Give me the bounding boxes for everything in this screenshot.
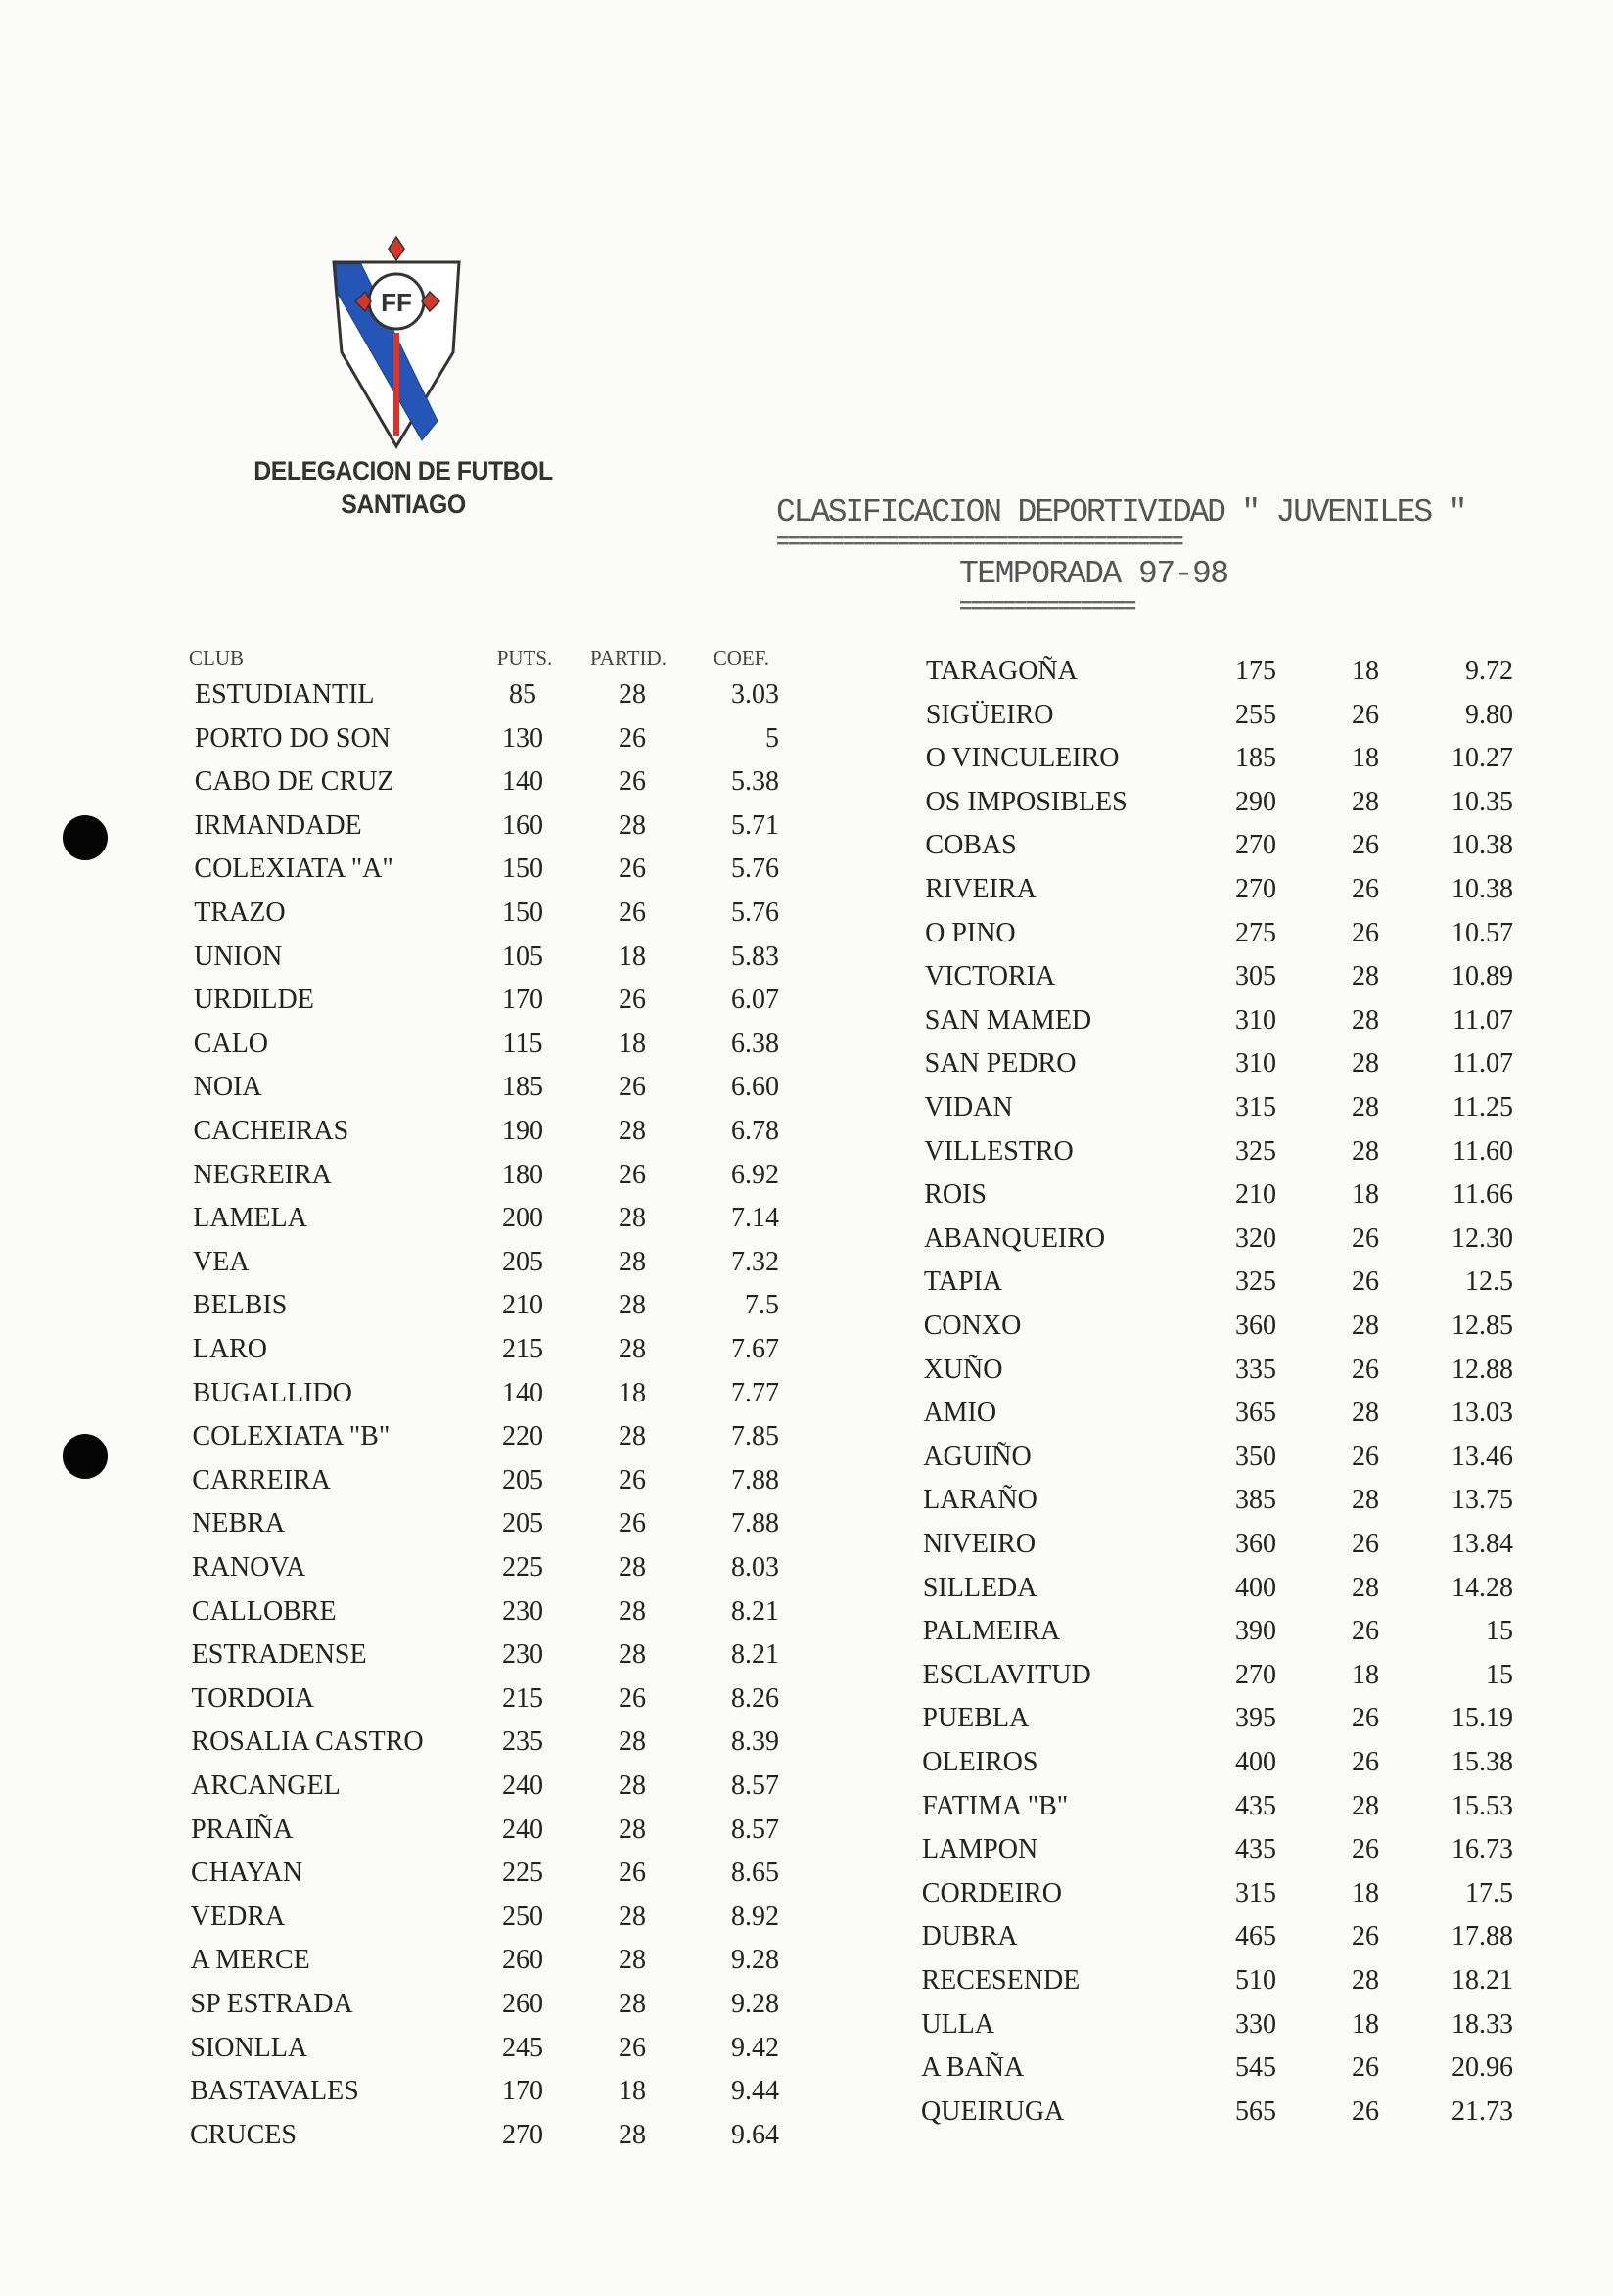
coefficient: 11.25 (1452, 1092, 1513, 1123)
club-name: BUGALLIDO (192, 1377, 352, 1408)
coefficient: 7.32 (731, 1246, 779, 1277)
coefficient: 13.84 (1452, 1529, 1513, 1559)
club-name: CACHEIRAS (193, 1116, 349, 1146)
coefficient: 7.88 (731, 1508, 779, 1539)
points: 230 (502, 1639, 543, 1671)
matches-played: 26 (1352, 1616, 1379, 1647)
points: 350 (1235, 1441, 1276, 1472)
club-name: CHAYAN (190, 1858, 303, 1889)
points: 255 (1235, 699, 1276, 730)
matches-played: 18 (1352, 1877, 1379, 1908)
matches-played: 26 (1352, 1529, 1379, 1559)
club-name: A BAÑA (921, 2052, 1025, 2084)
points: 395 (1235, 1703, 1276, 1734)
coefficient: 8.21 (731, 1595, 779, 1627)
matches-played: 28 (619, 1421, 646, 1452)
club-name: SP ESTRADA (190, 1989, 353, 2019)
coefficient: 17.88 (1452, 1921, 1513, 1952)
points: 180 (502, 1159, 543, 1190)
club-name: VIDAN (924, 1092, 1013, 1123)
coefficient: 7.5 (745, 1290, 779, 1321)
matches-played: 28 (1352, 1004, 1379, 1035)
matches-played: 26 (1352, 2095, 1379, 2127)
club-name: PUEBLA (922, 1703, 1030, 1734)
points: 545 (1235, 2052, 1276, 2084)
matches-played: 26 (619, 1072, 646, 1103)
coefficient: 20.96 (1452, 2052, 1513, 2084)
coefficient: 8.92 (731, 1901, 779, 1932)
matches-played: 28 (619, 1726, 646, 1758)
points: 385 (1235, 1485, 1276, 1516)
club-name: LAMPON (921, 1834, 1038, 1865)
coefficient: 8.26 (731, 1682, 779, 1714)
club-name: TRAZO (194, 897, 286, 928)
points: 465 (1235, 1921, 1276, 1952)
points: 230 (502, 1595, 543, 1627)
club-name: VEDRA (190, 1901, 286, 1932)
points: 325 (1235, 1135, 1276, 1167)
matches-played: 28 (1352, 1790, 1379, 1821)
club-name: CORDEIRO (921, 1877, 1062, 1908)
club-name: CALLOBRE (191, 1595, 337, 1627)
points: 150 (502, 897, 543, 928)
club-name: BASTAVALES (190, 2076, 359, 2107)
points: 185 (1235, 743, 1276, 774)
points: 205 (502, 1464, 543, 1495)
points: 275 (1235, 917, 1276, 948)
club-name: CARREIRA (192, 1464, 331, 1495)
points: 130 (502, 722, 543, 754)
matches-played: 28 (1352, 1092, 1379, 1123)
punch-hole (63, 1434, 108, 1479)
coefficient: 10.57 (1452, 917, 1513, 948)
coefficient: 11.07 (1452, 1004, 1513, 1035)
matches-played: 26 (1352, 830, 1379, 861)
points: 215 (502, 1334, 543, 1364)
matches-played: 28 (1352, 1965, 1379, 1996)
points: 160 (502, 809, 543, 841)
coefficient: 14.28 (1452, 1572, 1513, 1603)
matches-played: 26 (1352, 699, 1379, 730)
matches-played: 28 (619, 1945, 646, 1976)
club-name: XUÑO (923, 1354, 1003, 1385)
points: 240 (502, 1814, 543, 1845)
coefficient: 21.73 (1452, 2095, 1513, 2127)
matches-played: 26 (619, 2032, 646, 2063)
club-name: TORDOIA (191, 1682, 315, 1714)
matches-played: 28 (1352, 1398, 1379, 1429)
club-name: NIVEIRO (923, 1529, 1037, 1559)
coefficient: 12.30 (1452, 1222, 1513, 1254)
club-name: ROIS (924, 1179, 987, 1211)
matches-played: 18 (1352, 743, 1379, 774)
matches-played: 18 (619, 2076, 646, 2107)
coefficient: 9.28 (731, 1945, 779, 1976)
coefficient: 6.38 (731, 1028, 779, 1059)
points: 270 (1235, 830, 1276, 861)
season-label: TEMPORADA 97-98 (959, 556, 1228, 592)
matches-played: 26 (1352, 2052, 1379, 2084)
coefficient: 12.88 (1452, 1354, 1513, 1385)
points: 260 (502, 1989, 543, 2019)
matches-played: 28 (619, 809, 646, 841)
column-header-club: CLUB (189, 646, 245, 669)
points: 170 (502, 985, 543, 1016)
points: 220 (502, 1421, 543, 1452)
points: 330 (1235, 2008, 1276, 2040)
coefficient: 11.60 (1452, 1135, 1513, 1167)
matches-played: 26 (1352, 1703, 1379, 1734)
club-name: LAMELA (193, 1203, 307, 1234)
column-header-matches: PARTID. (590, 646, 667, 669)
club-name: BELBIS (192, 1290, 288, 1321)
coefficient: 5.76 (731, 853, 779, 885)
club-name: RIVEIRA (925, 874, 1037, 904)
points: 360 (1235, 1310, 1276, 1341)
matches-played: 18 (1352, 656, 1379, 686)
matches-played: 28 (619, 1334, 646, 1364)
points: 225 (502, 1858, 543, 1889)
club-name: OS IMPOSIBLES (925, 786, 1128, 817)
club-name: IRMANDADE (194, 809, 362, 841)
coefficient: 10.38 (1452, 830, 1513, 861)
club-name: RECESENDE (921, 1965, 1081, 1996)
points: 250 (502, 1901, 543, 1932)
club-name: ARCANGEL (191, 1770, 341, 1801)
coefficient: 9.72 (1465, 656, 1513, 686)
matches-played: 26 (1352, 1441, 1379, 1472)
title-underline: ===================================== (776, 530, 1182, 555)
matches-played: 28 (619, 1203, 646, 1234)
matches-played: 28 (619, 679, 646, 710)
matches-played: 28 (619, 2119, 646, 2150)
club-name: NEGREIRA (193, 1159, 332, 1190)
points: 105 (502, 941, 543, 972)
coefficient: 8.57 (731, 1770, 779, 1801)
points: 190 (502, 1116, 543, 1146)
coefficient: 8.39 (731, 1726, 779, 1758)
coefficient: 8.21 (731, 1639, 779, 1671)
matches-played: 28 (619, 1901, 646, 1932)
matches-played: 28 (1352, 1572, 1379, 1603)
matches-played: 28 (619, 1770, 646, 1801)
matches-played: 28 (619, 1552, 646, 1583)
points: 225 (502, 1552, 543, 1583)
points: 390 (1235, 1616, 1276, 1647)
coefficient: 5.76 (731, 897, 779, 928)
coefficient: 7.67 (731, 1334, 779, 1364)
points: 270 (1235, 874, 1276, 904)
coefficient: 5.71 (731, 809, 779, 841)
points: 245 (502, 2032, 543, 2063)
coefficient: 5 (765, 722, 779, 754)
points: 215 (502, 1682, 543, 1714)
points: 310 (1235, 1048, 1276, 1079)
points: 185 (502, 1072, 543, 1103)
coefficient: 12.85 (1452, 1310, 1513, 1341)
club-name: AMIO (923, 1398, 997, 1429)
points: 360 (1235, 1529, 1276, 1559)
coefficient: 15 (1486, 1659, 1513, 1690)
season-underline: ================ (959, 595, 1135, 620)
matches-played: 18 (619, 1377, 646, 1408)
coefficient: 8.03 (731, 1552, 779, 1583)
points: 205 (502, 1508, 543, 1539)
coefficient: 10.89 (1452, 961, 1513, 992)
coefficient: 6.78 (731, 1116, 779, 1146)
column-header-points: PUTS. (496, 646, 553, 669)
club-name: SAN MAMED (924, 1004, 1092, 1035)
club-name: COBAS (925, 830, 1017, 861)
club-name: ROSALIA CASTRO (191, 1726, 424, 1758)
matches-played: 26 (619, 722, 646, 754)
points: 315 (1235, 1877, 1276, 1908)
delegation-crest-logo (328, 235, 465, 452)
coefficient: 11.66 (1452, 1179, 1513, 1211)
points: 115 (502, 1028, 543, 1059)
matches-played: 26 (619, 1159, 646, 1190)
club-name: COLEXIATA "B" (192, 1421, 391, 1452)
matches-played: 26 (619, 853, 646, 885)
club-name: NEBRA (192, 1508, 286, 1539)
points: 365 (1235, 1398, 1276, 1429)
document-title: CLASIFICACION DEPORTIVIDAD " JUVENILES " (776, 494, 1466, 530)
coefficient: 11.07 (1452, 1048, 1513, 1079)
coefficient: 8.65 (731, 1858, 779, 1889)
club-name: TAPIA (923, 1266, 1003, 1298)
matches-played: 28 (619, 1595, 646, 1627)
club-name: ESCLAVITUD (922, 1659, 1091, 1690)
coefficient: 18.33 (1452, 2008, 1513, 2040)
points: 150 (502, 853, 543, 885)
club-name: ULLA (921, 2008, 994, 2040)
matches-played: 26 (619, 1682, 646, 1714)
matches-played: 28 (1352, 1048, 1379, 1079)
organization-city: SANTIAGO (341, 489, 466, 519)
svg-text:FF: FF (381, 288, 412, 317)
points: 400 (1235, 1572, 1276, 1603)
coefficient: 8.57 (731, 1814, 779, 1845)
matches-played: 26 (1352, 1354, 1379, 1385)
matches-played: 26 (1352, 1921, 1379, 1952)
points: 510 (1235, 1965, 1276, 1996)
club-name: VICTORIA (924, 961, 1056, 992)
club-name: AGUIÑO (923, 1441, 1032, 1472)
matches-played: 26 (619, 766, 646, 798)
points: 260 (502, 1945, 543, 1976)
matches-played: 28 (619, 1246, 646, 1277)
club-name: PRAIÑA (191, 1814, 294, 1845)
points: 175 (1235, 656, 1276, 686)
club-name: VEA (193, 1246, 250, 1277)
club-name: TARAGOÑA (926, 656, 1078, 686)
coefficient: 13.46 (1452, 1441, 1513, 1472)
matches-played: 28 (619, 1989, 646, 2019)
matches-played: 18 (1352, 1659, 1379, 1690)
points: 565 (1235, 2095, 1276, 2127)
points: 320 (1235, 1222, 1276, 1254)
points: 200 (502, 1203, 543, 1234)
punch-hole (63, 815, 108, 860)
matches-played: 26 (1352, 1266, 1379, 1298)
coefficient: 10.27 (1452, 743, 1513, 774)
matches-played: 18 (1352, 1179, 1379, 1211)
points: 170 (502, 2076, 543, 2107)
coefficient: 9.80 (1465, 699, 1513, 730)
points: 305 (1235, 961, 1276, 992)
points: 435 (1235, 1790, 1276, 1821)
points: 270 (502, 2119, 543, 2150)
coefficient: 15 (1486, 1616, 1513, 1647)
matches-played: 28 (1352, 786, 1379, 817)
matches-played: 26 (619, 897, 646, 928)
coefficient: 7.77 (731, 1377, 779, 1408)
matches-played: 28 (619, 1116, 646, 1146)
club-name: FATIMA "B" (922, 1790, 1069, 1821)
club-name: ESTUDIANTIL (195, 679, 375, 710)
coefficient: 7.85 (731, 1421, 779, 1452)
club-name: CABO DE CRUZ (194, 766, 394, 798)
matches-played: 26 (619, 985, 646, 1016)
club-name: SIGÜEIRO (925, 699, 1054, 730)
matches-played: 28 (1352, 1310, 1379, 1341)
club-name: DUBRA (921, 1921, 1018, 1952)
matches-played: 26 (1352, 1222, 1379, 1254)
coefficient: 5.38 (731, 766, 779, 798)
club-name: ABANQUEIRO (924, 1222, 1106, 1254)
matches-played: 28 (619, 1290, 646, 1321)
points: 140 (502, 1377, 543, 1408)
club-name: NOIA (193, 1072, 262, 1103)
matches-played: 28 (619, 1814, 646, 1845)
coefficient: 3.03 (731, 679, 779, 710)
coefficient: 7.14 (731, 1203, 779, 1234)
club-name: CONXO (923, 1310, 1022, 1341)
coefficient: 9.28 (731, 1989, 779, 2019)
matches-played: 26 (1352, 1747, 1379, 1777)
points: 235 (502, 1726, 543, 1758)
points: 325 (1235, 1266, 1276, 1298)
coefficient: 6.92 (731, 1159, 779, 1190)
points: 240 (502, 1770, 543, 1801)
coefficient: 15.19 (1452, 1703, 1513, 1734)
coefficient: 15.53 (1452, 1790, 1513, 1821)
club-name: COLEXIATA "A" (194, 853, 393, 885)
points: 310 (1235, 1004, 1276, 1035)
coefficient: 7.88 (731, 1464, 779, 1495)
coefficient: 9.64 (731, 2119, 779, 2150)
club-name: UNION (194, 941, 283, 972)
matches-played: 18 (1352, 2008, 1379, 2040)
club-name: O PINO (925, 917, 1016, 948)
coefficient: 13.75 (1452, 1485, 1513, 1516)
matches-played: 26 (1352, 874, 1379, 904)
points: 210 (502, 1290, 543, 1321)
points: 210 (1235, 1179, 1276, 1211)
coefficient: 9.44 (731, 2076, 779, 2107)
coefficient: 6.60 (731, 1072, 779, 1103)
club-name: QUEIRUGA (921, 2095, 1065, 2127)
club-name: RANOVA (192, 1552, 306, 1583)
matches-played: 28 (1352, 1485, 1379, 1516)
points: 85 (509, 679, 536, 710)
matches-played: 28 (1352, 1135, 1379, 1167)
matches-played: 18 (619, 1028, 646, 1059)
club-name: ESTRADENSE (191, 1639, 367, 1671)
coefficient: 10.35 (1452, 786, 1513, 817)
club-name: SIONLLA (190, 2032, 308, 2063)
club-name: SILLEDA (922, 1572, 1037, 1603)
coefficient: 6.07 (731, 985, 779, 1016)
club-name: PORTO DO SON (194, 722, 391, 754)
club-name: O VINCULEIRO (925, 743, 1120, 774)
coefficient: 10.38 (1452, 874, 1513, 904)
club-name: LARO (192, 1334, 267, 1364)
matches-played: 26 (619, 1464, 646, 1495)
points: 270 (1235, 1659, 1276, 1690)
points: 335 (1235, 1354, 1276, 1385)
matches-played: 28 (1352, 961, 1379, 992)
points: 290 (1235, 786, 1276, 817)
club-name: URDILDE (193, 985, 314, 1016)
club-name: A MERCE (190, 1945, 310, 1976)
club-name: PALMEIRA (922, 1616, 1061, 1647)
column-header-coefficient: COEF. (713, 646, 769, 669)
coefficient: 16.73 (1452, 1834, 1513, 1865)
coefficient: 9.42 (731, 2032, 779, 2063)
club-name: CALO (193, 1028, 269, 1059)
points: 140 (502, 766, 543, 798)
club-name: CRUCES (190, 2119, 297, 2150)
matches-played: 26 (619, 1858, 646, 1889)
club-name: LARAÑO (923, 1485, 1037, 1516)
coefficient: 13.03 (1452, 1398, 1513, 1429)
club-name: SAN PEDRO (924, 1048, 1077, 1079)
club-name: VILLESTRO (924, 1135, 1074, 1167)
points: 315 (1235, 1092, 1276, 1123)
points: 400 (1235, 1747, 1276, 1777)
coefficient: 12.5 (1465, 1266, 1513, 1298)
coefficient: 17.5 (1465, 1877, 1513, 1908)
matches-played: 26 (619, 1508, 646, 1539)
club-name: OLEIROS (922, 1747, 1038, 1777)
matches-played: 28 (619, 1639, 646, 1671)
matches-played: 26 (1352, 917, 1379, 948)
coefficient: 5.83 (731, 941, 779, 972)
organization-name: DELEGACION DE FUTBOL (253, 456, 553, 485)
matches-played: 18 (619, 941, 646, 972)
coefficient: 15.38 (1452, 1747, 1513, 1777)
points: 205 (502, 1246, 543, 1277)
matches-played: 26 (1352, 1834, 1379, 1865)
coefficient: 18.21 (1452, 1965, 1513, 1996)
points: 435 (1235, 1834, 1276, 1865)
